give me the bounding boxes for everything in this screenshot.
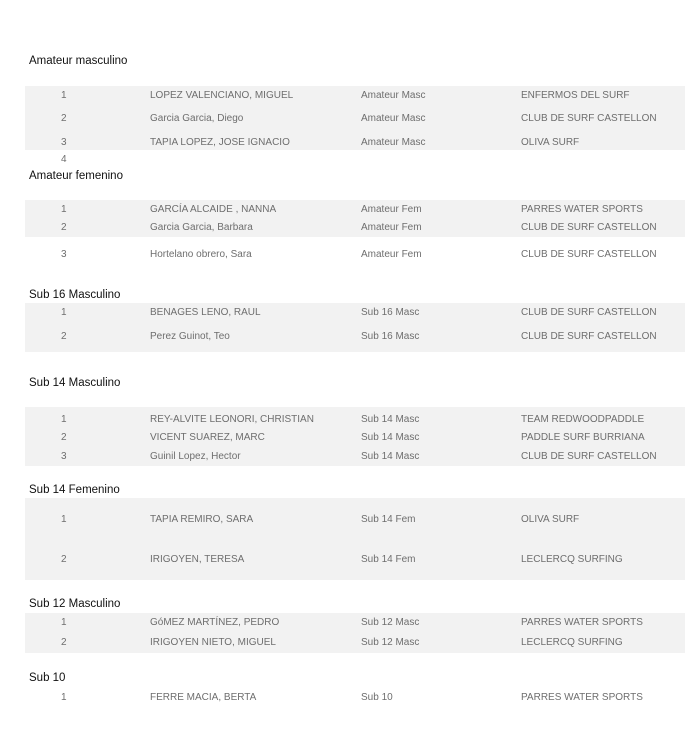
section-title-amateur-masculino: Amateur masculino [29, 55, 128, 67]
position-cell: 2 [61, 637, 67, 648]
category-cell: Sub 14 Masc [361, 432, 420, 443]
surfer-name-cell: FERRE MACIA, BERTA [150, 692, 257, 703]
position-cell: 1 [61, 514, 67, 525]
category-cell: Amateur Fem [361, 249, 422, 260]
club-cell: PARRES WATER SPORTS [521, 204, 643, 215]
category-cell: Sub 14 Masc [361, 451, 420, 462]
surfer-name-cell: TAPIA LOPEZ, JOSE IGNACIO [150, 137, 290, 148]
position-cell: 1 [61, 307, 67, 318]
club-cell: CLUB DE SURF CASTELLON [521, 307, 657, 318]
surfer-name-cell: IRIGOYEN NIETO, MIGUEL [150, 637, 276, 648]
surfer-name-cell: REY-ALVITE LEONORI, CHRISTIAN [150, 414, 314, 425]
category-cell: Sub 14 Fem [361, 514, 416, 525]
club-cell: OLIVA SURF [521, 514, 580, 525]
category-cell: Sub 14 Fem [361, 554, 416, 565]
surfer-name-cell: IRIGOYEN, TERESA [150, 554, 245, 565]
club-cell: OLIVA SURF [521, 137, 580, 148]
club-cell: LECLERCQ SURFING [521, 637, 623, 648]
category-cell: Sub 10 [361, 692, 393, 703]
position-cell: 3 [61, 249, 67, 260]
position-cell: 1 [61, 617, 67, 628]
category-cell: Sub 12 Masc [361, 637, 420, 648]
category-cell: Sub 14 Masc [361, 414, 420, 425]
category-cell: Amateur Masc [361, 90, 426, 101]
position-cell: 1 [61, 414, 67, 425]
position-cell: 2 [61, 432, 67, 443]
position-cell: 2 [61, 331, 67, 342]
results-table-sub10 [25, 688, 685, 710]
section-title-sub10: Sub 10 [29, 672, 66, 684]
results-table-sub16-masculino [25, 303, 685, 352]
surfer-name-cell: Garcia Garcia, Diego [150, 113, 244, 124]
position-cell: 1 [61, 692, 67, 703]
position-cell: 1 [61, 204, 67, 215]
section-title-sub14-masculino: Sub 14 Masculino [29, 377, 121, 389]
results-table-amateur-femenino-cont [25, 237, 685, 275]
club-cell: CLUB DE SURF CASTELLON [521, 331, 657, 342]
category-cell: Amateur Masc [361, 113, 426, 124]
position-cell: 1 [61, 90, 67, 101]
surfer-name-cell: LOPEZ VALENCIANO, MIGUEL [150, 90, 294, 101]
surfer-name-cell: Hortelano obrero, Sara [150, 249, 252, 260]
position-cell: 2 [61, 222, 67, 233]
section-title-sub14-femenino: Sub 14 Femenino [29, 484, 120, 496]
club-cell: CLUB DE SURF CASTELLON [521, 113, 657, 124]
position-cell: 3 [61, 137, 67, 148]
surfer-name-cell: GARCÍA ALCAIDE , NANNA [150, 204, 277, 215]
category-cell: Amateur Fem [361, 222, 422, 233]
position-cell: 2 [61, 554, 67, 565]
surfer-name-cell: Perez Guinot, Teo [150, 331, 230, 342]
position-cell: 3 [61, 451, 67, 462]
position-cell: 4 [61, 154, 67, 165]
surfer-name-cell: BENAGES LENO, RAUL [150, 307, 261, 318]
section-title-sub12-masculino: Sub 12 Masculino [29, 598, 121, 610]
position-cell: 2 [61, 113, 67, 124]
results-table-amateur-femenino [25, 200, 685, 237]
club-cell: LECLERCQ SURFING [521, 554, 623, 565]
section-title-sub16-masculino: Sub 16 Masculino [29, 289, 121, 301]
club-cell: PARRES WATER SPORTS [521, 692, 643, 703]
club-cell: CLUB DE SURF CASTELLON [521, 249, 657, 260]
category-cell: Sub 12 Masc [361, 617, 420, 628]
results-table-sub14-femenino [25, 498, 685, 580]
club-cell: TEAM REDWOODPADDLE [521, 414, 645, 425]
section-title-amateur-femenino: Amateur femenino [29, 170, 123, 182]
results-table-amateur-masculino [25, 86, 685, 150]
club-cell: CLUB DE SURF CASTELLON [521, 222, 657, 233]
surfer-name-cell: VICENT SUAREZ, MARC [150, 432, 265, 443]
results-table-sub12-masculino [25, 613, 685, 653]
surfer-name-cell: Guinil Lopez, Hector [150, 451, 241, 462]
results-table-sub14-masculino [25, 407, 685, 466]
club-cell: PADDLE SURF BURRIANA [521, 432, 645, 443]
club-cell: CLUB DE SURF CASTELLON [521, 451, 657, 462]
category-cell: Amateur Fem [361, 204, 422, 215]
club-cell: PARRES WATER SPORTS [521, 617, 643, 628]
category-cell: Sub 16 Masc [361, 331, 420, 342]
category-cell: Sub 16 Masc [361, 307, 420, 318]
surfer-name-cell: GóMEZ MARTÍNEZ, PEDRO [150, 617, 280, 628]
category-cell: Amateur Masc [361, 137, 426, 148]
surfer-name-cell: Garcia Garcia, Barbara [150, 222, 253, 233]
club-cell: ENFERMOS DEL SURF [521, 90, 630, 101]
surfer-name-cell: TAPIA REMIRO, SARA [150, 514, 254, 525]
